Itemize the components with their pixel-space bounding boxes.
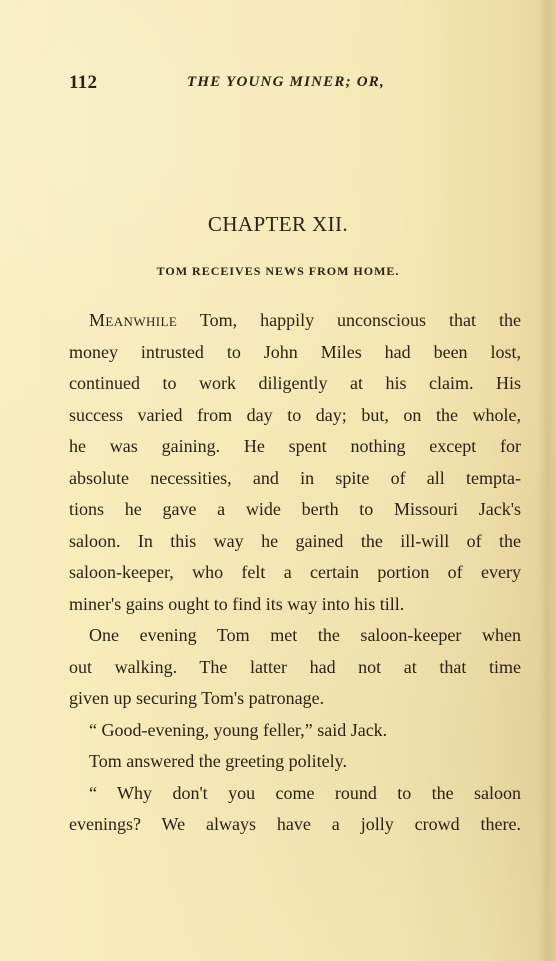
text-line: miner's gains ought to find its way into his till.	[69, 593, 405, 614]
text-line: given up securing Tom's patronage.	[69, 688, 325, 708]
text-line-content: Tom, happily unconscious that the	[177, 310, 521, 330]
text-line: continued to work diligently at his claim. His	[69, 373, 521, 393]
text-line	[69, 305, 521, 337]
page-number: 112	[69, 72, 98, 93]
text-line: he was gaining. He spent nothing except for	[69, 436, 521, 456]
text-line: “ Why don't you come round to the saloon	[89, 782, 521, 803]
text-line: saloon-keeper, who felt a certain portion of every	[69, 562, 521, 582]
running-head: THE YOUNG MINER; OR,	[187, 74, 385, 90]
text-line: tions he gave a wide berth to Missouri Jack's	[69, 499, 521, 519]
chapter-subtitle: TOM RECEIVES NEWS FROM HOME.	[156, 264, 400, 278]
text-line: Tom answered the greeting politely.	[89, 751, 347, 771]
text-line: “ Good-evening, young feller,” said Jack.	[89, 719, 388, 740]
page-edge-shadow	[538, 0, 556, 961]
text-line: absolute necessities, and in spite of all tempta-	[69, 467, 521, 488]
chapter-text	[69, 305, 521, 841]
chapter-title: CHAPTER XII.	[207, 212, 349, 236]
text-line: success varied from day to day; but, on the whole,	[69, 404, 521, 425]
text-line: One evening Tom met the saloon-keeper when	[89, 625, 521, 645]
text-line: evenings? We always have a jolly crowd there.	[69, 814, 521, 834]
opening-word: Meanwhile	[89, 310, 178, 330]
page-header	[69, 72, 525, 96]
text-line: money intrusted to John Miles had been lost,	[69, 341, 521, 362]
text-line: saloon. In this way he gained the ill-will of the	[69, 530, 521, 551]
text-line: out walking. The latter had not at that time	[69, 656, 521, 677]
